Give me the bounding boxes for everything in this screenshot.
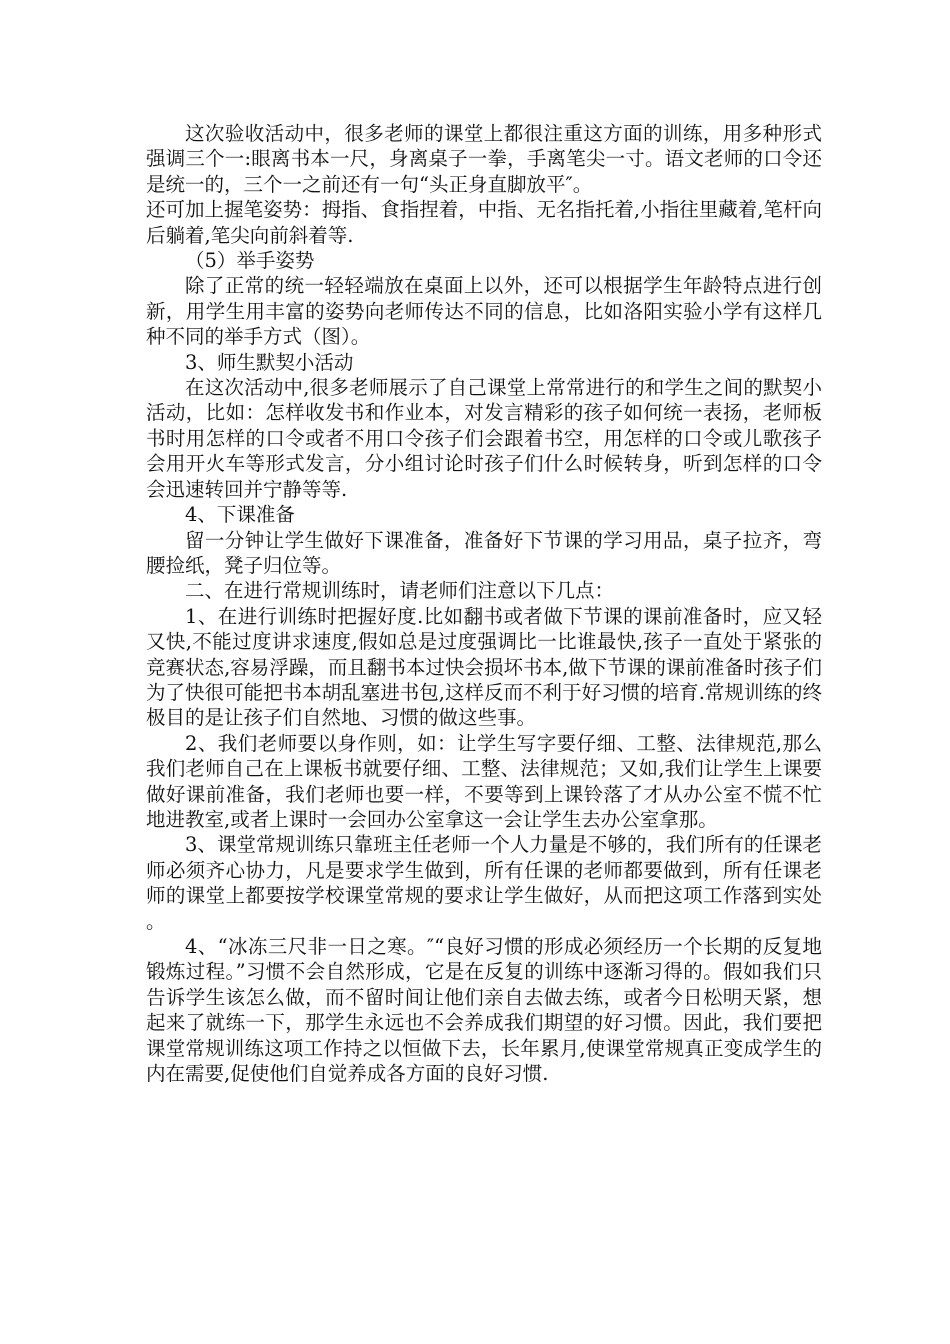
document-body — [146, 121, 822, 1086]
paragraph-note-4: 4、“冰冻三尺非一日之寒。″“良好习惯的形成必须经历一个长期的反复地锻炼过程。”习惯不会自然形成，它是在反复的训练中逐渐习得的。假如我们只告诉学生该怎么做，而不留时间让他们亲自去做去练，或者今日松明天紧，想起来了就练一下，那学生永远也不会养成我们期望的好习惯。因此，我们要把课堂常规训练这项工作持之以恒做下去，长年累月,使课堂常规真正变成学生的内在需要,促使他们自觉养成各方面的良好习惯. — [146, 935, 822, 1086]
paragraph-note-1: 1、在进行训练时把握好度.比如翻书或者做下节课的课前准备时，应又轻又快,不能过度讲求速度,假如总是过度强调比一比谁最快,孩子一直处于紧张的竞赛状态,容易浮躁，而且翻书本过快会损坏书本,做下节课的课前准备时孩子们为了快很可能把书本胡乱塞进书包,这样反而不利于好习惯的培育.常规训练的终极目的是让孩子们自然地、习惯的做这些事。 — [146, 604, 822, 730]
paragraph-class-end-prep: 留一分钟让学生做好下课准备，准备好下节课的学习用品，桌子拉齐，弯腰捡纸，凳子归位等。 — [146, 528, 822, 577]
paragraph-note-2: 2、我们老师要以身作则，如：让学生写字要仔细、工整、法律规范,那么我们老师自己在上课板书就要仔细、工整、法律规范；又如,我们让学生上课要做好课前准备，我们老师也要一样，不要等到上课铃落了才从办公室不慌不忙地进教室,或者上课时一会回办公室拿这一会让学生去办公室拿那。 — [146, 731, 822, 831]
heading-hand-raising: （5）举手姿势 — [185, 249, 315, 273]
paragraph-eye-distance: 这次验收活动中，很多老师的课堂上都很注重这方面的训练，用多种形式强调三个一:眼离书本一尺，身离桌子一拳，手离笔尖一寸。语文老师的口令还是统一的，三个一之前还有一句“头正身直脚放平″。 — [146, 122, 822, 196]
paragraph-hand-raising: 除了正常的统一轻轻端放在桌面上以外，还可以根据学生年龄特点进行创新，用学生用丰富的姿势向老师传达不同的信息，比如洛阳实验小学有这样几种不同的举手方式（图）。 — [146, 274, 822, 349]
heading-tacit-activities: 3、师生默契小活动 — [185, 350, 354, 374]
paragraph-tacit-activities: 在这次活动中,很多老师展示了自己课堂上常常进行的和学生之间的默契小活动，比如：怎样收发书和作业本，对发言精彩的孩子如何统一表扬，老师板书时用怎样的口令或者不用口令孩子们会跟着书空，用怎样的口令或儿歌孩子会用开火车等形式发言，分小组讨论时孩子们什么时候转身，听到怎样的口令会迅速转回并宁静等等. — [146, 376, 822, 501]
heading-training-notes: 二、在进行常规训练时，请老师们注意以下几点： — [185, 579, 615, 603]
paragraph-note-3: 3、课堂常规训练只靠班主任老师一个人力量是不够的，我们所有的任课老师必须齐心协力，凡是要求学生做到，所有任课的老师都要做到，所有任课老师的课堂上都要按学校课堂常规的要求让学生做好，从而把这项工作落到实处。 — [146, 833, 822, 933]
heading-class-end-prep: 4、下课准备 — [185, 503, 295, 527]
paragraph-pen-grip: 还可加上握笔姿势：拇指、食指捏着，中指、无名指托着,小指往里藏着,笔杆向后躺着,笔尖向前斜着等. — [146, 198, 822, 247]
